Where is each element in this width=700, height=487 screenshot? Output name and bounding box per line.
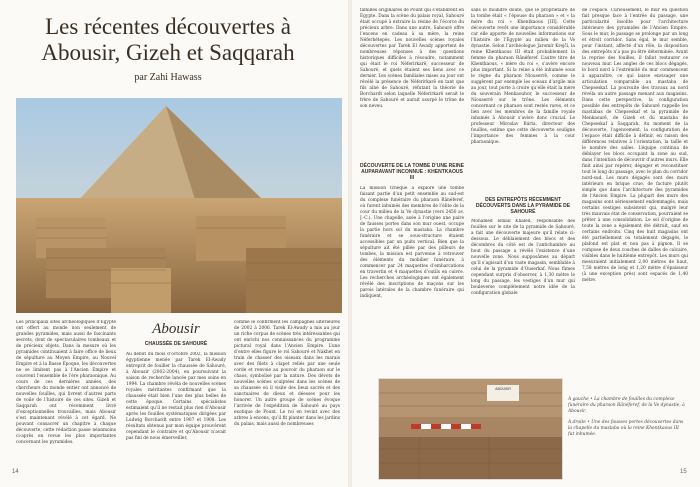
section-title-abousir: Abousir	[152, 321, 200, 337]
pyramid-photo	[16, 98, 342, 313]
right-column-2-top	[471, 8, 575, 168]
right-col2-top-paragraph: sans le moindre doute, que le propriétaire de la tombe était « l’épouse du pharaon » et « la mère du roi » Khentkaous [III]. Cette découverte revêt une importance considérable car elle apporte de nouvelles informations sur l’histoire de l’Égypte au milieu de la Ve dynastie. Selon l’archéologue Jaromír Krejčí, la reine Khentkaous III était probablement la femme du pharaon Rânéferef. L’autre titre de Khentkaous, « mère du roi », s’avère encore plus important. Si la reine a été inhumée sous le règne du pharaon Niouserrê, comme le suggèrent par exemple les sceaux d’argile mis au jour, tout porte à croire qu’elle était la mère du souverain Menkaouhor, le successeur de Niouserrê sur le trône. Les éléments concernant ce pharaon sont restés rares, et ce lien avec les membres de la famille royale inhumés à Abousir s’avère donc crucial. Le professeur Miroslav Bárta, directeur des fouilles, estime que cette découverte souligne l’importance des femmes à la cour pharaonique.	[471, 8, 575, 145]
caption-right: À droite • Une des fausses portes découvertes dans la chapelle du mastaba où la reine Khentkaous III fut inhumée.	[568, 420, 684, 437]
intro-paragraph: Les principaux sites archéologiques d’Égypte ont offert au monde non seulement de grandes pyramides, mais aussi de fascinants secrets, dont de spectaculaires tombeaux et de précieux objets. Dans la mesure où les pyramides continuaient à faire office de lieux de sépulture au Moyen Empire, au Nouvel Empire et à la Basse Époque, les découvertes ne se limitent pas à l’Ancien Empire et couvrent l’ensemble de l’ère pharaonique. Au cours de ces dernières années, des chercheurs du monde entier ont annoncé de nouvelles fouilles, qui livrent d’autres parts de voile de l’histoire de ces sites. Gizeh et Saqqarah ont récemment livré d’exceptionnelles trouvailles, mais Abousir s’est maintenant révélé à cet égard. Ne pouvant consacrer un chapitre à chaque découverte, cette rédaction passe néanmoins ci-après en revue les plus importantes concernant les pyramides.	[16, 320, 116, 445]
right-col1-bottom-paragraph: La mission tchèque a exploré une tombe faisant partie d’un petit ensemble au sud-est du complexe funéraire du pharaon Rânéferef, où furent inhumés des membres de l’élite de la cour du milieu de la Ve dynastie (vers 2450 av. J.-C.). Une chapelle, axée à l’origine une paire de fausses portes dans son mur ouest, occupe la partie hors sol du mastaba. La chambre funéraire et se sous-structure étaient accessibles par un puits vertical. Bien que la sépulture ait été pillée par des pilleurs de tombes, la mission est parvenue à retrouver des éléments du mobilier funéraire, à commencer par 24 maquettes d’embarcations en travertin et 4 maquettes d’outils en cuivre. Les recherches archéologiques ont également révélé des inscriptions de maçons sur les parois latérales de la chambre funéraire qui indiquent,	[360, 186, 464, 299]
left-intro-column	[16, 320, 116, 465]
photo-captions	[568, 397, 686, 443]
right-column-1-top	[360, 8, 464, 158]
caption-left: À gauche • La chambre de fouilles du complexe funéraire du pharaon Rânéferef, de la Ve dynastie, à Abousir.	[568, 397, 685, 414]
page-number-left: 14	[12, 469, 19, 475]
photo-slate-label: ABOUSIR	[495, 387, 511, 391]
right-col1-top-paragraph: familles originaires de Pount qui s’établirent en Égypte. Dans la scène du palais royal, Sahouré était occupé à extraire la résine de l’écorce du précieux arbre. Dans une autre, Sahouré offre l’encens en cadeau à sa mère, la reine Néferhétepès. Les nouvelles scènes royales découvertes par Tarek El Awady apportent de nombreuses réponses à des questions historiques difficiles à résoudre, notamment qui était le roi Néferirkarê, successeur de Sahouré, et quels étaient ses liens avec ce dernier. Les scènes familiales mises au jour ont révélé la présence de Néferirkarê en tant que fils aîné de Sahouré, réfutant la théorie de Borchardt selon laquelle Néferirkarê serait le frère de Sahouré et aurait usurpé le trône de son neveu.	[360, 8, 464, 109]
column-3-paragraph: comme le confirment les campagnes ultérieures de 2002 à 2006. Tarek El-Awady a mis au jour un riche corpus de scènes très intéressantes qui ont enrichi nos connaissances du programme pictural royal dans l’Ancien Empire. L’une d’entre elles figure le roi Sahouré et Nakhet en train de chasser des oiseaux dans les marais avec des filets à clapet reliés par une seule corde et renvoie au pouvoir du pharaon sur le chaos, symbolisé par la nature. Des dévots de nouvelles scènes sculptées dans les scènes de sa chaussée où il visite des lieux sacrés et des sanctuaires de dieux et déesses pour les honorer. Un autre groupe de scènes évoque l’arrivée de l’expédition de Sahouré au pays exotique de Pount. Le roi en revint avec des arbres à encens, qu’il fit planter dans les jardins du palais, mais aussi de nombreuses	[234, 320, 340, 427]
left-column-3	[234, 320, 340, 465]
right-column-1-bottom	[360, 186, 464, 372]
page-gutter	[348, 0, 352, 487]
right-column-3	[582, 8, 688, 368]
page-number-right: 15	[680, 469, 687, 475]
article-title: Les récentes découvertes à Abousir, Gizeh et Saqqarah	[41, 14, 295, 65]
right-col2-bottom-paragraph: Mohamed Ismail Khaled, responsable des fouilles sur le site de la pyramide de Sahouré, a fait une découverte majeure qu’il relate ci-dessous. Le déblaiement des blocs et des décombres du côté est de l’antichambre au bout du passage a révélé l’existence d’une nouvelle zone. Nous supposâmes au départ qu’il s’agissait d’un vaste magasin, semblable à celui de la pyramide d’Ouserkaf. Nous fûmes cependant surpris d’observer, à 1,30 mètre le long du passage, les vestiges d’un mur qui bouleverse complètement notre idée de la configuration globale	[471, 219, 575, 296]
right-column-2-bottom	[471, 219, 575, 369]
left-column-2	[126, 352, 226, 465]
section-subtitle-chaussee: CHAUSSÉE DE SAHOURÉ	[144, 341, 208, 347]
excavation-photo	[378, 378, 563, 480]
subtitle-khentkaous: DÉCOUVERTE DE LA TOMBE D’UNE REINE AUPARAVANT INCONNUE : KHENTKAOUS III	[360, 163, 464, 181]
subtitle-entrepots: DES ENTREPÔTS RÉCEMMENT DÉCOUVERTS DANS LA PYRAMIDE DE SAHOURÉ	[475, 197, 571, 215]
right-col3-paragraph: de l’espace. Curieusement, le mur en question fait presque face à l’entrée du passage, une particularité insolite pour l’architecture intérieure des pyramides de l’Ancien Empire. Sous le mur, le passage se prolonge par un long et étroit corridor. Sans égal, le mur semble, pour l’instant, affecté d’un rôle, la disposition des entrepôts n’a pas pu être déterminée. Avant la reprise des fouilles, il fallut restaurer ce nouveau mur. Les angles de ces blocs dégagés, le bord nord à l’extrémité du mur commencent à apparaître, ce qui laisse envisager une articulation comparable au mastaba de Chepseskaf. La poursuite des travaux au nord révéla un autre passage menant aux magasins. Dans cette perspective, la configuration possible des entrepôts de Sahouré rappelle les mastabas de Chepseskaf et la pyramide de Menkaourê, de Gizeh et du mastaba de Chepseskaf à Saqqarah. Au moment de la découverte, l’agencement, la configuration de l’espace était difficile à définir, en raison des différences relatives à l’orientation, la taille et le nombre des salles. L’équipe continua de déblayer les blocs occupant la zone au sud, dans l’intention de découvrir d’autres murs. Elle finit ainsi par repérer, dégager et reconstituer tout le long du passage, avec le plan du corridor nord-sud. Les murs dégagés sont des murs intérieurs en brique crue, de facture plutôt simple que dans l’architecture des pyramides de l’Ancien Empire. La plupart des murs des magasins sont sérieusement endommagés, mais certains vestiges subsistent qui, malgré leur très mauvais état de conservation, pourraient se prêter à une consolidation. Le sol d’origine de toute la zone a également été détruit, sauf en certains endroits. Cinq des huit magasins ont été partiellement ou totalement dégagés, le plafond est plat et non pas à pignon. Il se compose de deux couches de dalles de calcaire, visibles dans le huitième entrepôt. Les murs qui mesuraient initialement 2,00 mètres de haut, 7,58 mètres de long et 1,20 mètre d’épaisseur (à une exception près) sont espacés de 1,40 mètre.	[582, 8, 688, 283]
column-2-paragraph: Au début du mois d’octobre 2002, la mission égyptienne menée par Tarek El-Awady entreprit de fouiller la chaussée de Sahouré, à Abousir (2002-2004), en poursuivant la saison de recherche lancée par mes soins en 1994. La chambre révéla de nouvelles scènes royales méritantes confirmant que la chaussée était bien l’une des plus belles de cette époque. Certains spécialistes estimaient qu’il ne restait plus rien d’Abousir après les fouilles systématiques dirigées par Ludwig Borchardt entre 1907 et 1908. Les résultats obtenus par mon équipe prouvèrent cependant le contraire et qu’Abousir n’avait pas fini de nous émerveiller,	[126, 352, 226, 441]
article-byline: par Zahi Hawass	[134, 72, 202, 83]
